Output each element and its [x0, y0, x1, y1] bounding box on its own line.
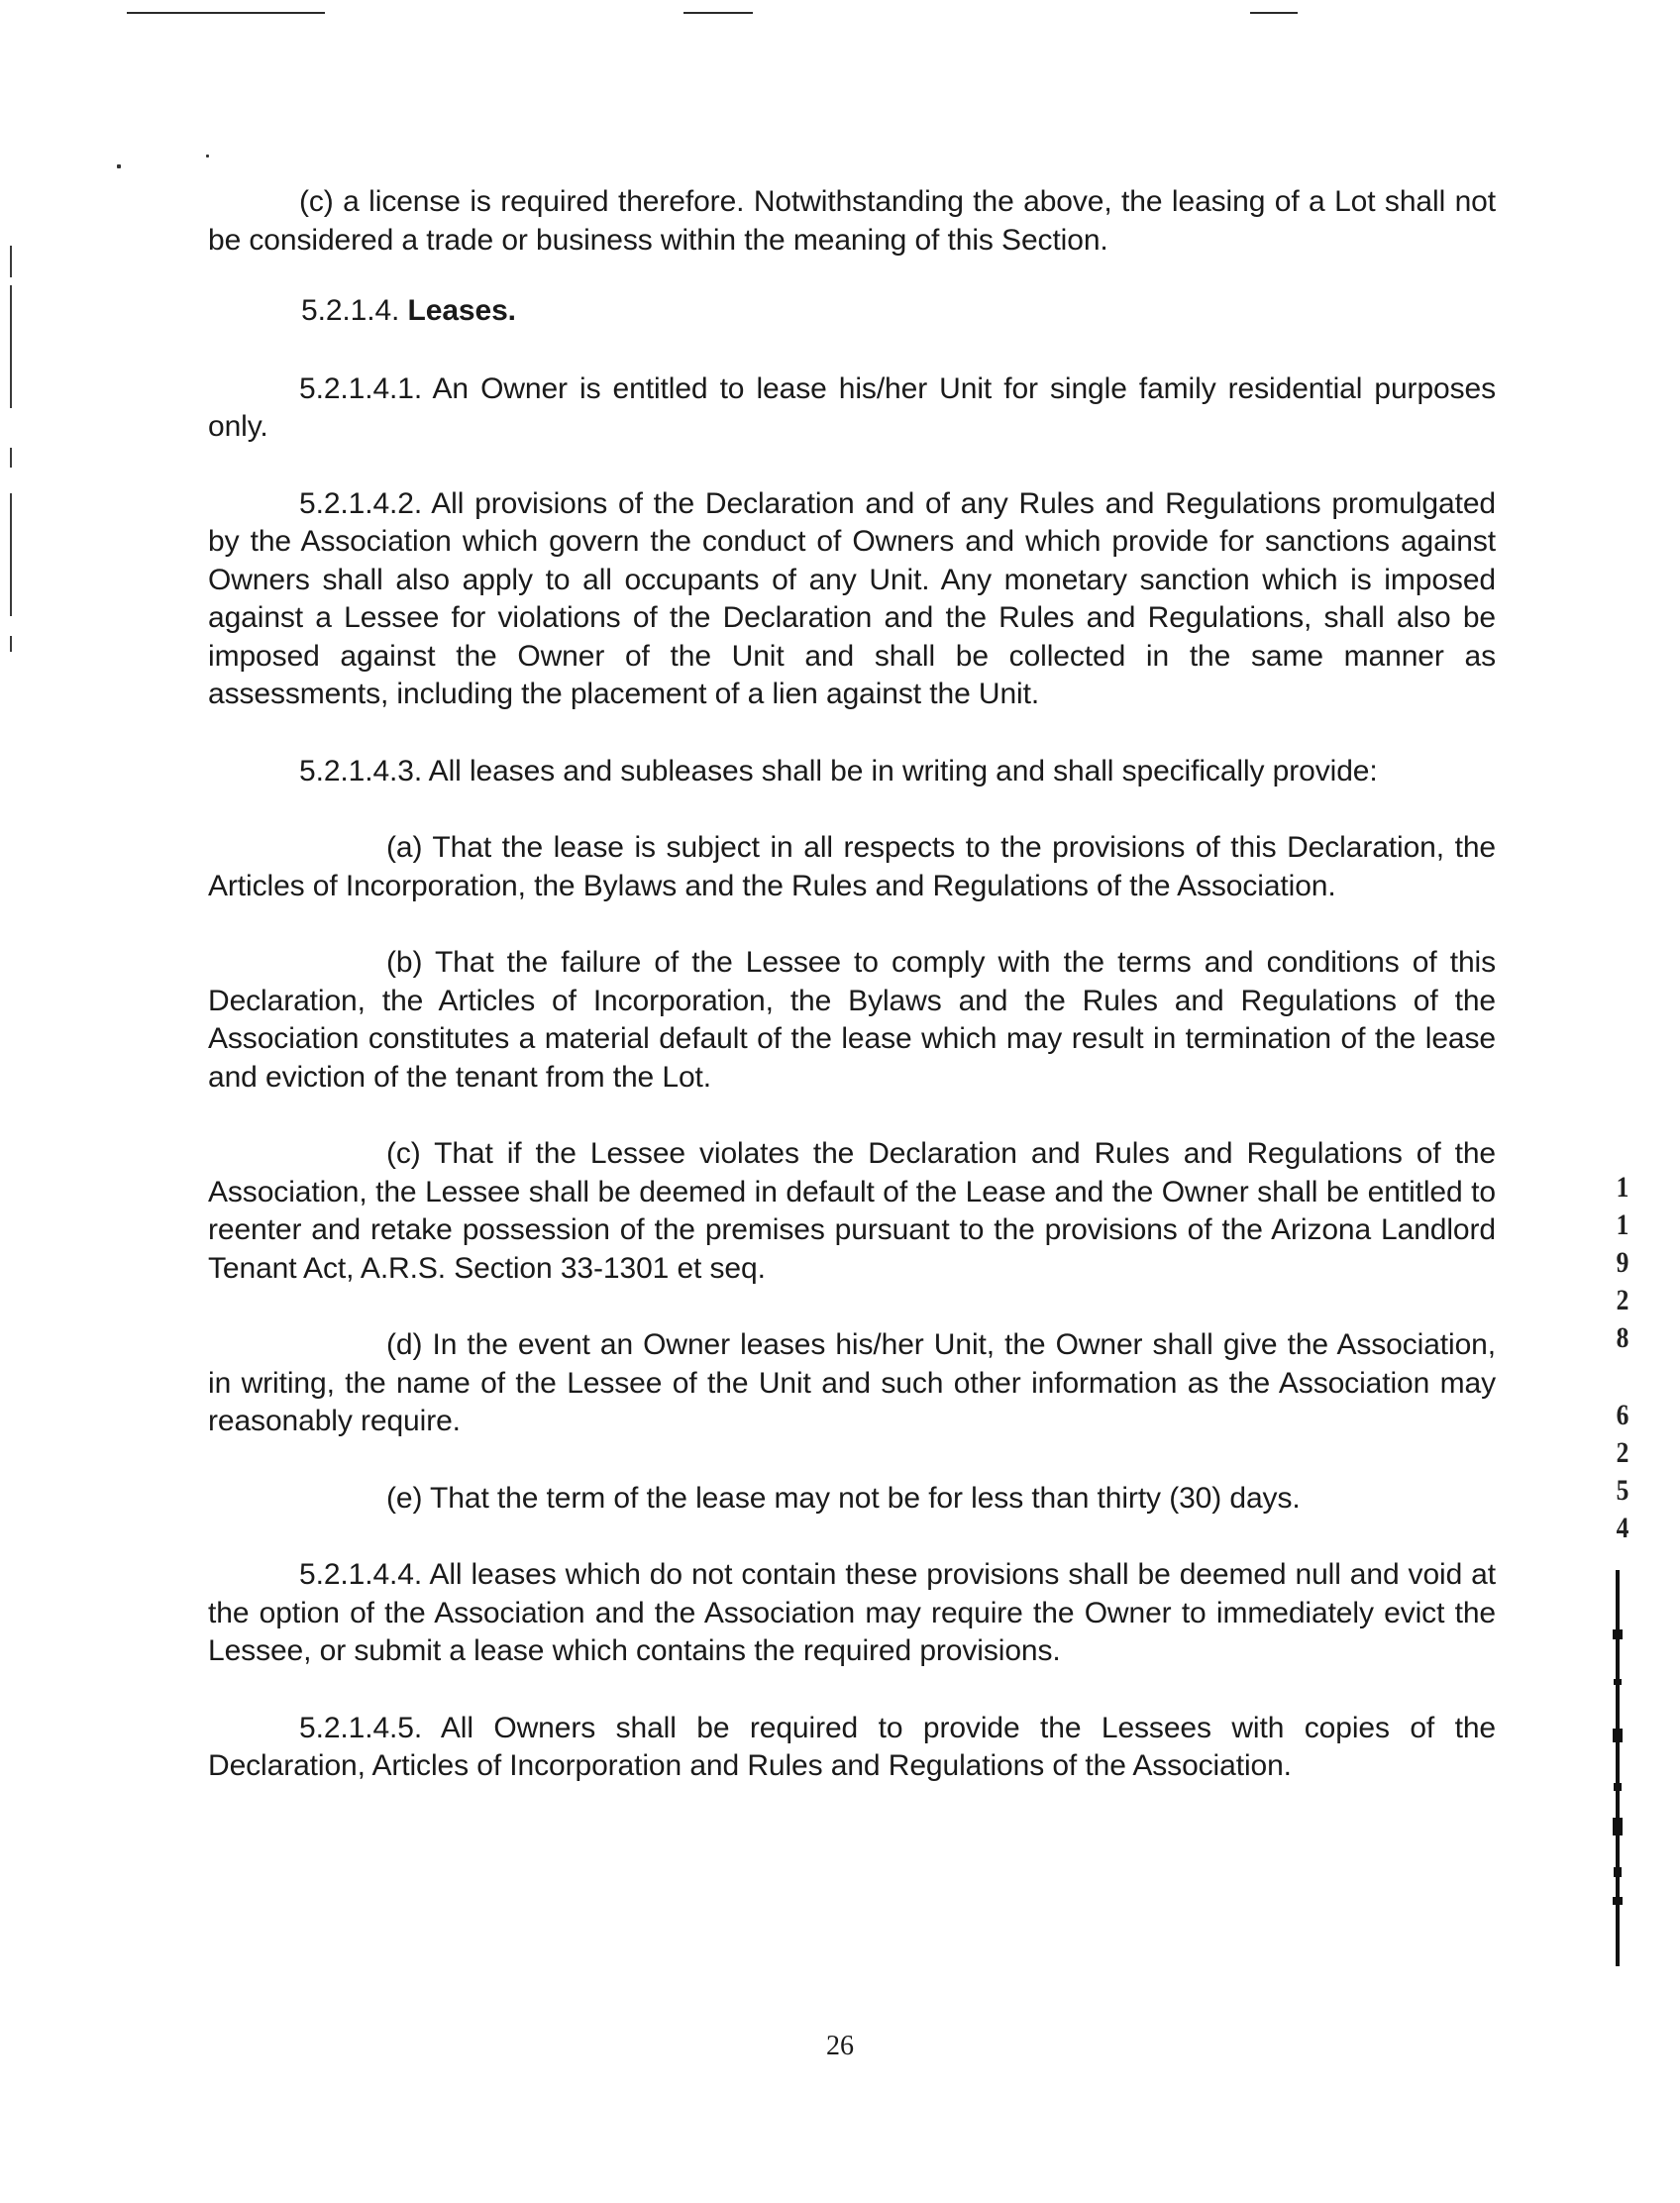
paragraph-item-c: (c) That if the Lessee violates the Declaration and Rules and Regulations of the Association, the Lessee shall be deemed in default of the Lease and the Owner shall be entitled to reenter and retake possession of the premises pursuant to the provisions of the Arizona Landlord Tenant Act, A.R.S. Section 33-1301 et seq.: [208, 1137, 1496, 1285]
margin-change-bar: [10, 493, 12, 616]
stamp-digit: 2: [1616, 1284, 1629, 1316]
document-body: [208, 0, 1496, 1786]
paragraph-5-2-1-4-2: 5.2.1.4.2. All provisions of the Declaration and of any Rules and Regulations promulgated by the Association which govern the conduct of Owners and which provide for sanctions against Owners shall also apply to all occupants of any Unit. Any monetary sanction which is imposed against a Lessee for violations of the Declaration and the Rules and Regulations, shall also be imposed against the Owner of the Unit and shall be collected in the same manner as assessments, including the placement of a lien against the Unit.: [208, 486, 1496, 710]
margin-change-bar: [10, 448, 12, 468]
stamp-gap: [1606, 1357, 1639, 1397]
margin-change-bar: [10, 636, 12, 652]
stamp-digit: 1: [1616, 1171, 1629, 1204]
stamp-digit: 6: [1616, 1399, 1629, 1431]
margin-change-bar: [10, 285, 12, 408]
stamp-digit: 4: [1616, 1512, 1629, 1544]
paragraph-item-a: (a) That the lease is subject in all respects to the provisions of this Declaration, the Articles of Incorporation, the Bylaws and the Rules and Regulations of the Association.: [208, 831, 1496, 902]
paragraph-5-2-1-4-4: 5.2.1.4.4. All leases which do not contain these provisions shall be deemed null and void at the option of the Association and the Association may require the Owner to immediately evict the Lessee, or submit a lease which contains the required provisions.: [208, 1558, 1496, 1667]
paragraph-item-b: (b) That the failure of the Lessee to comply with the terms and conditions of this Declaration, the Articles of Incorporation, the Bylaws and the Rules and Regulations of the Association constitutes a material default of the lease which may result in termination of the lease and eviction of the tenant from the Lot.: [208, 946, 1496, 1094]
section-heading: [208, 292, 1496, 331]
stamp-digit: 9: [1616, 1246, 1629, 1279]
paragraph-item-e: (e) That the term of the lease may not be for less than thirty (30) days.: [386, 1481, 1301, 1515]
section-heading-number: 5.2.1.4.: [301, 294, 400, 327]
stamp-digit: 1: [1616, 1208, 1629, 1241]
page-number: 26: [826, 2031, 854, 2061]
recording-stamp: [1606, 1169, 1639, 1547]
stamp-digit: 8: [1616, 1321, 1629, 1354]
barcode-strip: [1613, 1570, 1623, 1966]
paragraph-5-2-1-4-1: 5.2.1.4.1. An Owner is entitled to lease his/her Unit for single family residential purposes only.: [208, 371, 1496, 443]
stamp-digit: 5: [1616, 1474, 1629, 1507]
paragraph-license: (c) a license is required therefore. Notwithstanding the above, the leasing of a Lot shall not be considered a trade or business within the meaning of this Section.: [208, 185, 1496, 257]
section-heading-title: Leases.: [407, 294, 516, 327]
scan-speck: [117, 164, 121, 168]
paragraph-5-2-1-4-5: 5.2.1.4.5. All Owners shall be required to provide the Lessees with copies of the Declaration, Articles of Incorporation and Rules and Regulations of the Association.: [208, 1711, 1496, 1782]
paragraph-5-2-1-4-3: 5.2.1.4.3. All leases and subleases shall be in writing and shall specifically provide:: [299, 754, 1378, 787]
paragraph-item-d: (d) In the event an Owner leases his/her Unit, the Owner shall give the Association, in writing, the name of the Lessee of the Unit and such other information as the Association may reasonably require.: [208, 1328, 1496, 1437]
stamp-digit: 2: [1616, 1436, 1629, 1469]
margin-change-bar: [10, 246, 12, 277]
